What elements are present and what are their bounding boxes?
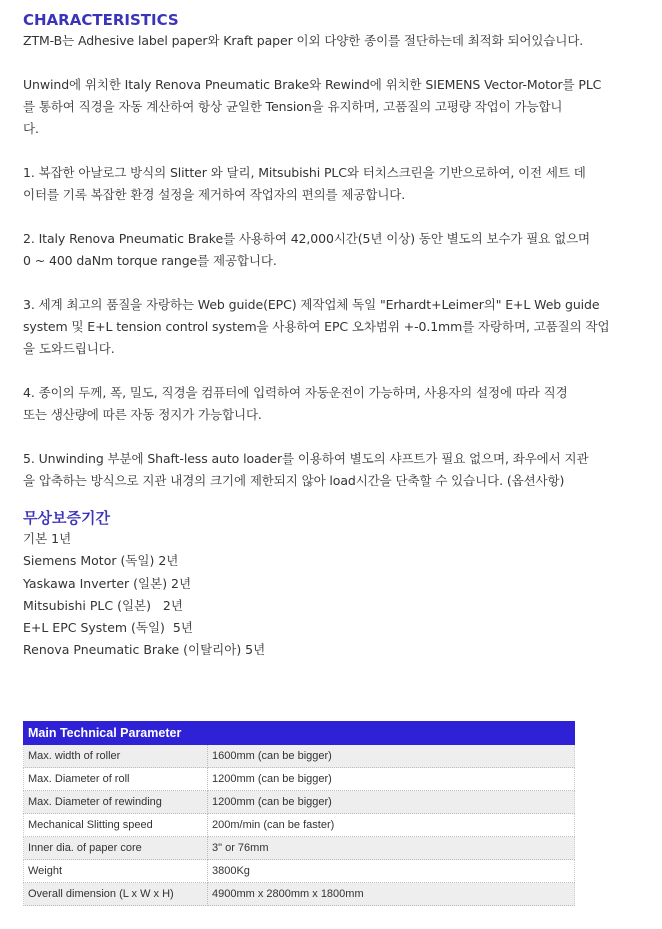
warranty-list	[23, 528, 633, 662]
param-label: Max. Diameter of rewinding	[24, 791, 208, 814]
warranty-item: Mitsubishi PLC (일본) 2년	[23, 597, 183, 613]
table-row	[24, 745, 575, 768]
paragraph-line: 5. Unwinding 부분에 Shaft-less auto loader를 이용하여 별도의 샤프트가 필요 없으며, 좌우에서 지관	[23, 451, 589, 466]
param-value: 1600mm (can be bigger)	[208, 745, 575, 768]
paragraph-line: 1. 복잡한 아날로그 방식의 Slitter 와 달리, Mitsubishi PLC와 터치스크린을 기반으로하여, 이전 세트 데	[23, 165, 586, 180]
paragraph-point-2	[23, 228, 633, 272]
paragraph-line: Unwind에 위치한 Italy Renova Pneumatic Brake와 Rewind에 위치한 SIEMENS Vector-Motor를 PLC	[23, 77, 602, 92]
intro-paragraph: ZTM-B는 Adhesive label paper와 Kraft paper 이외 다양한 종이를 절단하는데 최적화 되어있습니다.	[23, 33, 584, 48]
warranty-item: Siemens Motor (독일) 2년	[23, 553, 179, 569]
param-value: 1200mm (can be bigger)	[208, 791, 575, 814]
param-value: 4900mm x 2800mm x 1800mm	[208, 883, 575, 906]
param-value: 3" or 76mm	[208, 837, 575, 860]
paragraph-line: 을 도와드립니다.	[23, 341, 115, 356]
warranty-title: 무상보증기간	[23, 509, 110, 527]
param-value: 1200mm (can be bigger)	[208, 768, 575, 791]
paragraph-line: 3. 세계 최고의 품질을 자랑하는 Web guide(EPC) 제작업체 독일 "Erhardt+Leimer의" E+L Web guide	[23, 297, 600, 312]
paragraph-line: 2. Italy Renova Pneumatic Brake를 사용하여 42,000시간(5년 이상) 동안 별도의 보수가 필요 없으며	[23, 231, 591, 246]
paragraph-line: 0 ~ 400 daNm torque range를 제공합니다.	[23, 253, 277, 268]
table-row	[24, 837, 575, 860]
paragraph-line: 또는 생산량에 따른 자동 정지가 가능합니다.	[23, 407, 262, 422]
param-label: Max. Diameter of roll	[24, 768, 208, 791]
warranty-item: Renova Pneumatic Brake (이탈리아) 5년	[23, 642, 266, 658]
table-row	[24, 791, 575, 814]
param-value: 200m/min (can be faster)	[208, 814, 575, 837]
param-label: Inner dia. of paper core	[24, 837, 208, 860]
param-label: Overall dimension (L x W x H)	[24, 883, 208, 906]
warranty-item: E+L EPC System (독일) 5년	[23, 620, 193, 636]
technical-parameter-table	[23, 721, 575, 906]
characteristics-title: CHARACTERISTICS	[23, 11, 179, 29]
param-label: Max. width of roller	[24, 745, 208, 768]
paragraph-line: 을 압축하는 방식으로 지관 내경의 크기에 제한되지 않아 load시간을 단축할 수 있습니다. (옵션사항)	[23, 473, 565, 488]
paragraph-line: 이터를 기록 복잡한 환경 설정을 제거하여 작업자의 편의를 제공합니다.	[23, 187, 406, 202]
paragraph-point-4	[23, 382, 633, 426]
table-row	[24, 860, 575, 883]
paragraph-point-5	[23, 448, 633, 492]
param-label: Mechanical Slitting speed	[24, 814, 208, 837]
content-area	[23, 10, 633, 662]
paragraph-line: 다.	[23, 121, 39, 136]
paragraph-point-3	[23, 294, 633, 360]
paragraph-brake-motor	[23, 74, 633, 140]
table-title: Main Technical Parameter	[24, 722, 575, 745]
paragraph-line: 4. 종이의 두께, 폭, 밀도, 직경을 컴퓨터에 입력하여 자동운전이 가능하며, 사용자의 설정에 따라 직경	[23, 385, 568, 400]
table-row	[24, 768, 575, 791]
warranty-item: 기본 1년	[23, 531, 72, 546]
paragraph-point-1	[23, 162, 633, 206]
paragraph-line: system 및 E+L tension control system을 사용하여 EPC 오차범위 +-0.1mm를 자랑하며, 고품질의 작업	[23, 319, 610, 334]
param-value: 3800Kg	[208, 860, 575, 883]
table-row	[24, 814, 575, 837]
warranty-item: Yaskawa Inverter (일본) 2년	[23, 575, 192, 591]
param-label: Weight	[24, 860, 208, 883]
paragraph-line: 를 통하여 직경을 자동 계산하여 항상 균일한 Tension을 유지하며, 고품질의 고평량 작업이 가능합니	[23, 99, 563, 114]
table-row	[24, 883, 575, 906]
